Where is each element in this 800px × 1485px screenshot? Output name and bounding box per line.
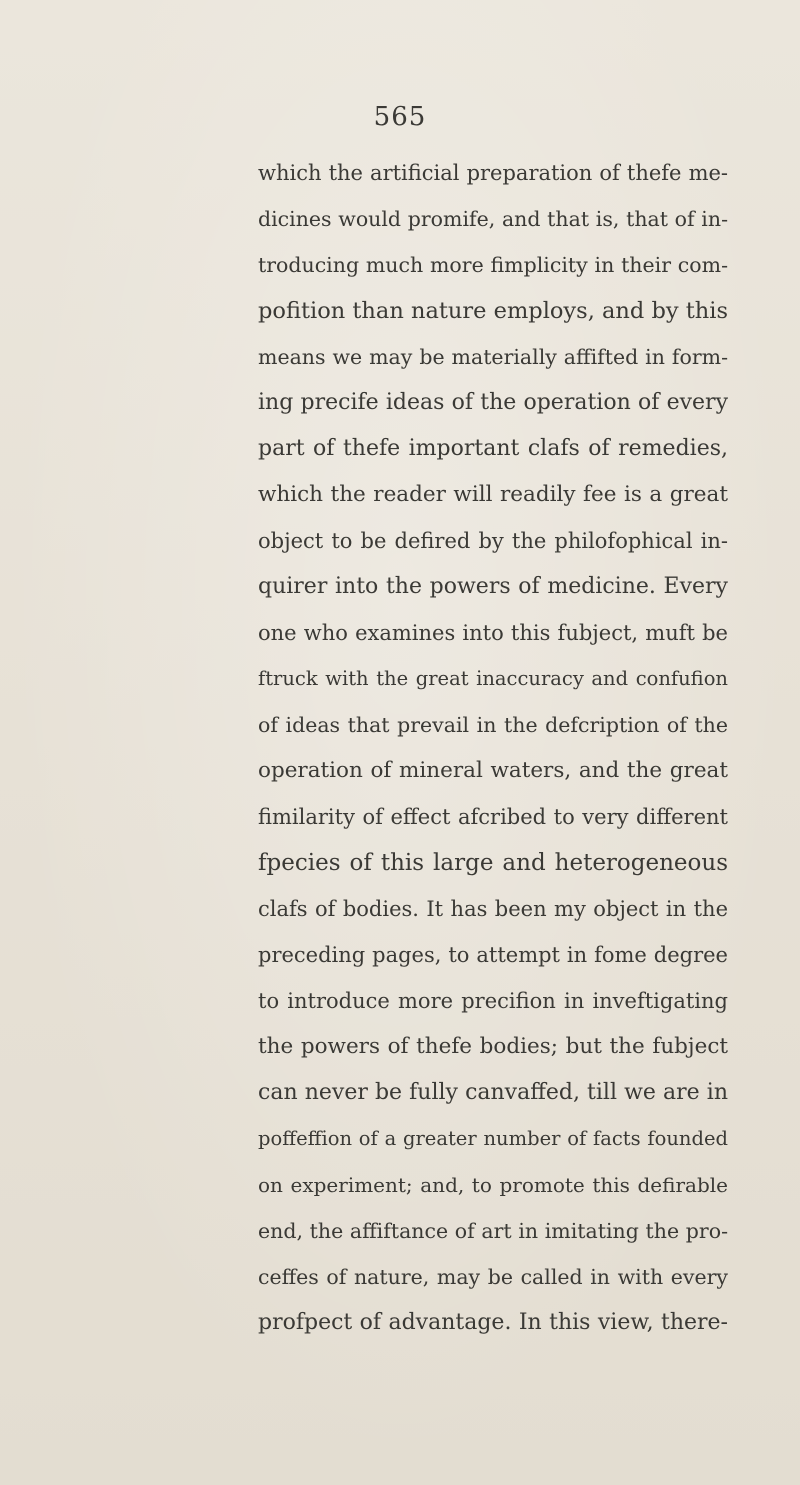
text-line: of ideas that prevail in the defcription of the xyxy=(258,713,728,737)
text-line: on experiment; and, to promote this defirable xyxy=(258,1173,728,1197)
text-line: quirer into the powers of medicine. Every xyxy=(258,574,728,599)
page-number: 565 xyxy=(373,102,427,132)
text-line: ceffes of nature, may be called in with every xyxy=(258,1265,728,1289)
text-line: poffeffion of a greater number of facts founded xyxy=(258,1127,728,1150)
text-line: part of thefe important clafs of remedies, xyxy=(258,436,728,461)
text-line: clafs of bodies. It has been my object in the xyxy=(258,897,728,921)
text-line: fpecies of this large and heterogeneous xyxy=(258,850,728,876)
text-line: troducing much more fimplicity in their com- xyxy=(258,253,728,277)
text-line: pofition than nature employs, and by this xyxy=(258,298,728,324)
text-line: ing precife ideas of the operation of every xyxy=(258,390,728,415)
text-line: object to be defired by the philofophical in- xyxy=(258,529,728,553)
text-line: dicines would promife, and that is, that of in- xyxy=(258,207,728,231)
text-line: means we may be materially affifted in form- xyxy=(258,345,728,369)
text-line: the powers of thefe bodies; but the fubject xyxy=(258,1034,728,1059)
text-line: which the reader will readily fee is a great xyxy=(258,482,728,507)
text-line: end, the affiftance of art in imitating the pro- xyxy=(258,1219,728,1243)
text-line: profpect of advantage. In this view, there- xyxy=(258,1310,728,1335)
text-line: which the artificial preparation of thefe me- xyxy=(258,161,728,185)
text-line: one who examines into this fubject, muft be xyxy=(258,621,728,645)
text-line: to introduce more precifion in inveftigating xyxy=(258,989,728,1013)
text-line: fimilarity of effect afcribed to very different xyxy=(258,805,728,829)
text-line: preceding pages, to attempt in fome degree xyxy=(258,943,728,967)
text-line: operation of mineral waters, and the great xyxy=(258,758,728,783)
text-line: ftruck with the great inaccuracy and confufion xyxy=(258,667,728,690)
text-line: can never be fully canvaffed, till we are in xyxy=(258,1080,728,1105)
